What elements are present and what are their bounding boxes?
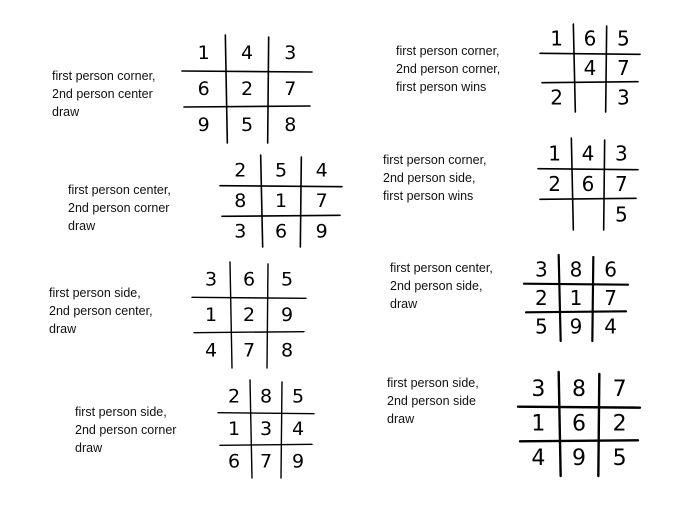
game-8-caption [387,374,479,428]
cell-number: 5 [614,202,628,227]
caption-line: 2nd person side, [383,171,476,185]
board-grid [192,262,306,368]
cell-number: 1 [550,26,564,51]
grid-line [222,215,340,216]
caption-line: draw [68,219,96,233]
cell-number: 3 [614,141,628,166]
game-6-board [538,138,638,230]
caption-line: first person corner, [383,153,487,167]
cell-number: 8 [572,376,586,402]
game-1-caption [52,67,156,121]
cell-number: 7 [259,450,273,473]
board-grid [540,24,640,112]
cell-number: 3 [284,42,297,64]
caption-line: first person corner, [52,69,156,83]
caption-line: 2nd person corner [68,201,170,215]
cell-number: 2 [242,304,256,326]
cell-number: 4 [291,418,305,440]
cell-number: 1 [569,286,583,310]
cell-number: 7 [604,286,618,310]
cell-number: 6 [583,26,597,51]
cell-number: 8 [280,339,294,362]
caption-line: first person center, [390,261,493,275]
caption-line: first person wins [383,189,474,203]
cell-number: 2 [534,286,548,310]
grid-line [225,35,227,143]
cell-number: 6 [242,268,256,291]
game-8-board [518,372,640,476]
cell-number: 9 [291,450,305,473]
cell-number: 5 [534,314,548,339]
grid-line [598,374,599,476]
grid-line [559,255,561,341]
game-1-board [182,35,312,143]
cell-number: 3 [616,85,630,110]
grid-line [261,155,263,247]
cell-number: 4 [583,56,597,80]
cell-number: 9 [315,220,328,243]
game-6-caption [383,151,487,205]
board-grid [218,380,314,478]
grid-line [267,264,268,368]
cell-number: 7 [315,190,328,212]
game-7-caption [390,259,493,313]
game-5-board [540,24,640,112]
board-grid [538,138,638,230]
cell-number: 3 [531,376,546,402]
cell-number: 2 [234,159,247,182]
game-3-board [192,262,306,368]
grid-line [571,138,573,230]
cell-number: 6 [581,172,595,196]
caption-line: first person side, [387,376,479,390]
cell-number: 1 [227,418,241,440]
caption-line: 2nd person side, [390,279,483,293]
cell-number: 9 [569,314,583,339]
grid-line [542,82,638,83]
cell-number: 9 [197,114,210,136]
cell-number: 5 [616,26,630,51]
game-4-board [218,380,314,478]
game-3-caption [49,284,153,338]
grid-line [268,37,269,143]
grid-line [540,198,636,199]
game-4-caption [75,403,176,457]
grid-line [220,186,342,187]
cell-number: 7 [242,339,256,362]
caption-line: first person side, [49,286,141,300]
cell-number: 6 [604,257,618,282]
cell-number: 7 [612,376,627,402]
cell-number: 2 [550,85,564,110]
cell-number: 1 [274,190,288,212]
cell-number: 1 [204,304,218,326]
game-2-caption [68,181,171,235]
caption-line: 2nd person center, [49,304,153,318]
grid-line [194,332,304,333]
cell-number: 5 [274,159,288,182]
cell-number: 3 [534,257,548,282]
board-grid [524,255,628,341]
cell-number: 4 [604,314,618,339]
caption-line: draw [52,105,80,119]
grid-line [606,26,607,112]
grid-line [281,382,282,478]
game-7-board [524,255,628,341]
grid-line [184,106,310,107]
cell-number: 2 [240,78,254,100]
cell-number: 4 [204,339,218,362]
cell-number: 2 [227,385,241,408]
cell-number: 3 [234,220,247,243]
caption-line: first person center, [68,183,171,197]
cell-number: 3 [259,418,273,440]
grid-line [604,140,605,230]
grid-line [540,53,640,54]
cell-number: 3 [204,268,218,291]
cell-number: 7 [284,78,297,100]
grid-line [526,311,626,312]
cell-number: 4 [581,141,595,166]
cell-number: 8 [259,385,273,408]
caption-line: first person corner, [396,44,500,58]
caption-line: 2nd person corner [75,423,177,437]
caption-line: 2nd person side [387,394,476,408]
cell-number: 7 [616,56,630,80]
grid-line [518,407,640,408]
cell-number: 2 [612,411,627,437]
cell-number: 5 [612,446,627,472]
board-grid [518,372,640,476]
board-grid [182,35,312,143]
cell-number: 8 [234,190,247,212]
cell-number: 1 [548,141,562,166]
caption-line: draw [49,322,77,336]
cell-number: 2 [548,172,562,196]
caption-line: first person side, [75,405,167,419]
grid-line [524,284,628,285]
grid-line [250,380,252,478]
grid-line [192,297,306,298]
game-2-board [220,155,342,247]
cell-number: 6 [572,411,586,437]
cell-number: 4 [240,42,254,64]
cell-number: 1 [531,411,546,437]
cell-number: 9 [572,446,586,472]
cell-number: 6 [274,220,288,243]
cell-number: 5 [240,114,254,136]
caption-line: 2nd person corner, [396,62,501,76]
board-grid [220,155,342,247]
caption-line: draw [390,297,418,311]
caption-line: first person wins [396,80,487,94]
grid-line [218,413,314,414]
game-5-caption [396,42,500,96]
grid-line [559,372,561,476]
cell-number: 7 [614,172,628,196]
cell-number: 4 [315,159,328,182]
grid-line [230,262,232,368]
grid-line [520,440,638,441]
cell-number: 8 [284,114,297,136]
grid-line [538,169,638,170]
grid-line [573,24,575,112]
grid-line [300,157,301,247]
grid-line [182,71,312,72]
cell-number: 5 [280,268,294,291]
cell-number: 9 [280,304,294,326]
cell-number: 6 [197,78,210,100]
caption-line: draw [75,441,103,455]
cell-number: 6 [227,450,241,473]
cell-number: 4 [531,446,546,472]
cell-number: 8 [569,257,583,282]
cell-number: 5 [291,385,305,408]
cell-number: 1 [197,42,210,64]
caption-line: 2nd person center [52,87,153,101]
grid-line [592,257,593,341]
grid-line [220,444,312,445]
caption-line: draw [387,412,415,426]
